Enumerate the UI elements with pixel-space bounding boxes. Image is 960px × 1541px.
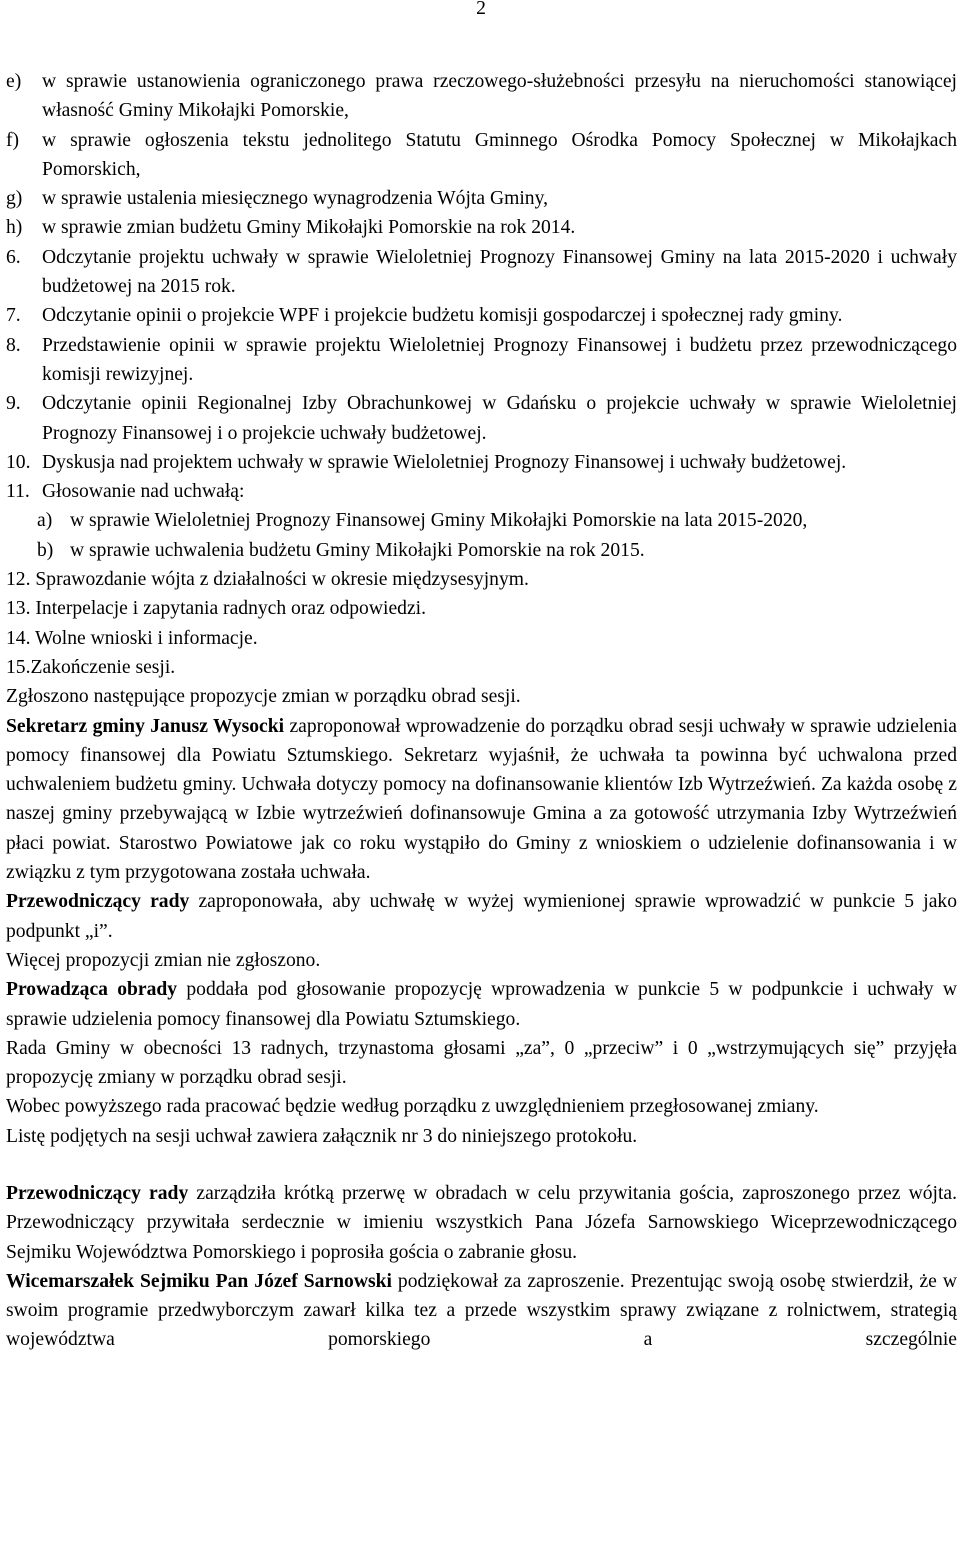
paragraph-secretary xyxy=(6,712,957,888)
paragraph-no-more-proposals: Więcej propozycji zmian nie zgłoszono. xyxy=(6,949,321,971)
vote-subitem-b xyxy=(37,536,957,565)
agenda-item-7 xyxy=(6,301,957,330)
document-body xyxy=(6,67,957,1355)
agenda-item-label: e) xyxy=(6,71,22,92)
agenda-item-14: 14. Wolne wnioski i informacje. xyxy=(6,627,258,649)
page-number: 2 xyxy=(476,0,486,19)
vote-subitem-label: b) xyxy=(37,539,54,561)
agenda-item-6 xyxy=(6,243,957,302)
agenda-item-text: Odczytanie opinii o projekcie WPF i projekcie budżetu komisji gospodarczej i społecznej rady gminy. xyxy=(42,305,843,327)
agenda-item-text: w sprawie ustalenia miesięcznego wynagrodzenia Wójta Gminy, xyxy=(42,188,549,210)
agenda-item-label: g) xyxy=(6,188,23,210)
agenda-item-e xyxy=(6,67,957,126)
vote-subitem-text: w sprawie uchwalenia budżetu Gminy Mikołajki Pomorskie na rok 2015. xyxy=(70,539,645,561)
paragraph-text: zaproponowała, aby uchwałę w wyżej wymienionej sprawie wprowadzić w punkcie 5 jako podpunkt „i”. xyxy=(6,891,957,942)
agenda-item-text: Przedstawienie opinii w sprawie projektu Wieloletniej Prognozy Finansowej i budżetu przez przewodniczącego komisji rewizyjnej. xyxy=(42,334,957,385)
agenda-item-text: Dyskusja nad projektem uchwały w sprawie Wieloletniej Prognozy Finansowej i uchwały budżetowej. xyxy=(42,451,847,473)
agenda-item-number: 7. xyxy=(6,305,21,327)
paragraph-text: zarządziła krótką przerwę w obradach w celu przywitania gościa, zaproszonego przez wójta. Przewodniczący przywitała serdecznie w imieniu wszystkich Pana Józefa Sarnowskiego Wiceprzewodniczącego Sejmiku Województwa Pomorskiego i poprosiła gościa o zabranie głosu. xyxy=(6,1182,957,1263)
agenda-item-number: 6. xyxy=(6,246,21,268)
agenda-item-11 xyxy=(6,477,957,506)
agenda-item-number: 8. xyxy=(6,334,21,356)
agenda-item-9 xyxy=(6,389,957,448)
agenda-item-text: Głosowanie nad uchwałą: xyxy=(42,481,245,503)
paragraph-spacer xyxy=(6,1151,957,1179)
paragraph-vote-call xyxy=(6,975,957,1034)
agenda-item-f xyxy=(6,126,957,185)
paragraph-text: zaproponował wprowadzenie do porządku obrad sesji uchwały w sprawie udzielenia pomocy finansowej dla Powiatu Sztumskiego. Sekretarz wyjaśnił, że uchwała ta powinna być uchwalona przed uchwaleniem budżetu gminy. Uchwała dotyczy pomocy na dofinansowanie klientów Izb Wytrzeźwień. Za każda osobę z naszej gminy przebywającą w Izbie wytrzeźwień dofinansowuje Gmina a za gotowość utrzymania Izby Wytrzeźwień płaci powiat. Starostwo Powiatowe jak co roku wystąpiło do Gminy z wnioskiem o udzielenie dofinansowania i w związku z tym przygotowana została uchwała. xyxy=(6,715,957,884)
paragraph-vice-marshal xyxy=(6,1267,957,1355)
paragraph-order-change: Wobec powyższego rada pracować będzie według porządku z uwzględnieniem przegłosowanej zmiany. xyxy=(6,1096,819,1118)
proposals-intro: Zgłoszono następujące propozycje zmian w porządku obrad sesji. xyxy=(6,686,521,708)
agenda-item-g xyxy=(6,184,957,213)
agenda-item-text: Odczytanie projektu uchwały w sprawie Wieloletniej Prognozy Finansowej Gminy na lata 2015-2020 i uchwały budżetowej na 2015 rok. xyxy=(42,246,957,298)
agenda-item-h xyxy=(6,213,957,242)
paragraph-text: podziękował za zaproszenie. Prezentując swoją osobę stwierdził, że w swoim programie przedwyborczym zawarł kilka tez a przede wszystkim sprawy związane z rolnictwem, strategią województwa pomorskiego a szczególnie xyxy=(6,1270,957,1351)
speaker-name: Przewodniczący rady xyxy=(6,1182,189,1204)
vote-subitems xyxy=(37,506,957,565)
agenda-item-number: 10. xyxy=(6,451,31,473)
vote-subitem-label: a) xyxy=(37,510,53,532)
agenda-item-label: h) xyxy=(6,217,23,239)
speaker-name: Prowadząca obrady xyxy=(6,979,178,1001)
agenda-item-label: f) xyxy=(6,129,20,151)
agenda-item-text: Odczytanie opinii Regionalnej Izby Obrachunkowej w Gdańsku o projekcie uchwały w sprawie Wieloletniej Prognozy Finansowej i o projekcie uchwały budżetowej. xyxy=(42,393,957,444)
paragraph-vote-result: Rada Gminy w obecności 13 radnych, trzynastoma głosami „za”, 0 „przeciw” i 0 „wstrzymujących się” przyjęła propozycję zmiany w porządku obrad sesji. xyxy=(6,1037,957,1089)
agenda-item-8 xyxy=(6,331,957,390)
paragraph-chair-proposal xyxy=(6,887,957,946)
agenda-item-text: w sprawie zmian budżetu Gminy Mikołajki Pomorskie na rok 2014. xyxy=(42,217,576,239)
paragraph-break-guest xyxy=(6,1179,957,1267)
speaker-name: Przewodniczący rady xyxy=(6,891,190,913)
agenda-item-10 xyxy=(6,448,957,477)
agenda-item-15: 15.Zakończenie sesji. xyxy=(6,656,176,678)
vote-subitem-text: w sprawie Wieloletniej Prognozy Finansowej Gminy Mikołajki Pomorskie na lata 2015-2020, xyxy=(70,510,808,532)
agenda-item-number: 11. xyxy=(6,481,30,503)
agenda-item-text: w sprawie ustanowienia ograniczonego prawa rzeczowego-służebności przesyłu na nieruchomości stanowiącej własność Gminy Mikołajki Pomorskie, xyxy=(42,71,957,122)
vote-subitem-a xyxy=(37,506,957,535)
agenda-item-12: 12. Sprawozdanie wójta z działalności w okresie międzysesyjnym. xyxy=(6,569,529,591)
speaker-name: Sekretarz gminy Janusz Wysocki xyxy=(6,715,285,737)
agenda-item-number: 9. xyxy=(6,393,21,415)
paragraph-resolutions-list: Listę podjętych na sesji uchwał zawiera załącznik nr 3 do niniejszego protokołu. xyxy=(6,1125,638,1147)
agenda-item-text: w sprawie ogłoszenia tekstu jednolitego Statutu Gminnego Ośrodka Pomocy Społecznej w Mikołajkach Pomorskich, xyxy=(42,129,957,180)
paragraph-text: poddała pod głosowanie propozycję wprowadzenia w punkcie 5 w podpunkcie i uchwały w sprawie udzielenia pomocy finansowej dla Powiatu Sztumskiego. xyxy=(6,979,957,1030)
agenda-item-13: 13. Interpelacje i zapytania radnych oraz odpowiedzi. xyxy=(6,598,426,620)
speaker-name: Wicemarszałek Sejmiku Pan Józef Sarnowski xyxy=(6,1270,392,1292)
